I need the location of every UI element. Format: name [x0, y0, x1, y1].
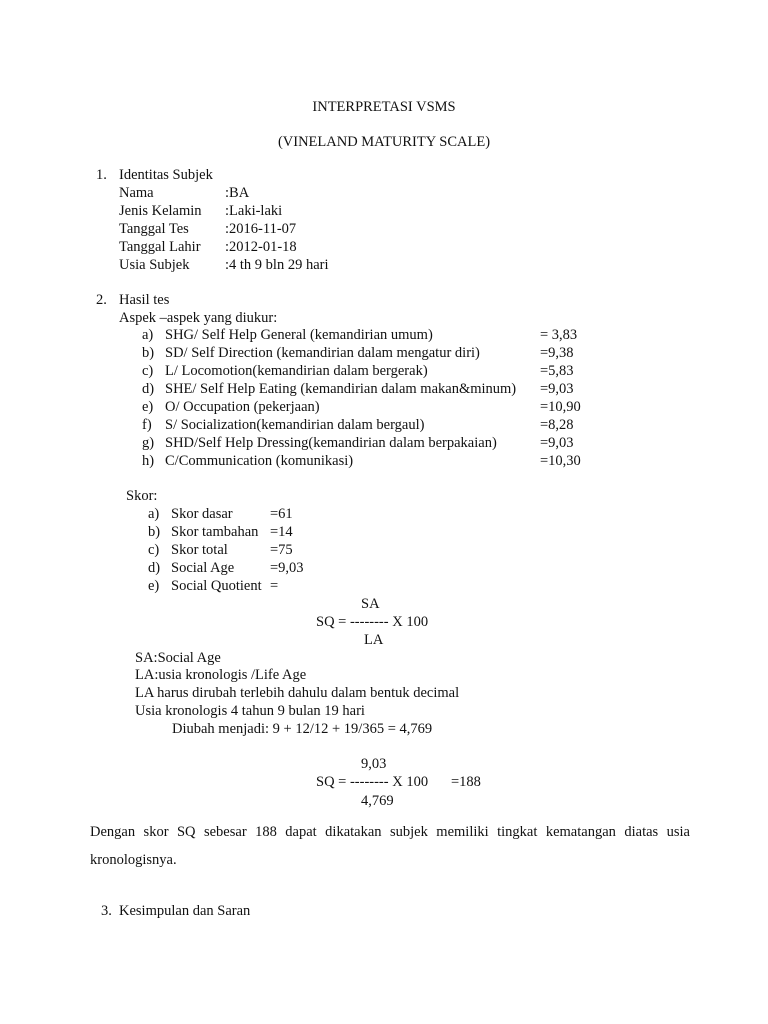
section-2-number: 2. — [96, 292, 107, 308]
formula2-denominator: 4,769 — [361, 793, 394, 809]
field-value: :BA — [225, 185, 250, 201]
aspect-letter: d) — [142, 381, 155, 397]
aspect-value: =8,28 — [540, 417, 574, 433]
skor-heading: Skor: — [126, 488, 158, 504]
aspect-letter: g) — [142, 435, 155, 451]
note-line: LA:usia kronologis /Life Age — [135, 667, 307, 683]
aspect-text: SHD/Self Help Dressing(kemandirian dalam berpakaian) — [165, 435, 497, 451]
aspect-letter: a) — [142, 327, 154, 343]
aspect-letter: h) — [142, 453, 155, 469]
aspect-value: =9,38 — [540, 345, 574, 361]
aspect-text: S/ Socialization(kemandirian dalam bergaul) — [165, 417, 425, 433]
formula2-line: SQ = -------- X 100 — [316, 774, 429, 790]
skor-letter: c) — [148, 542, 160, 558]
section-1-heading: Identitas Subjek — [119, 167, 213, 183]
formula1-denominator: LA — [364, 632, 384, 648]
aspect-value: =5,83 — [540, 363, 574, 379]
aspect-value: =9,03 — [540, 381, 574, 397]
aspect-letter: e) — [142, 399, 154, 415]
skor-letter: e) — [148, 578, 160, 594]
aspect-text: L/ Locomotion(kemandirian dalam bergerak) — [165, 363, 428, 379]
aspect-value: =10,90 — [540, 399, 581, 415]
skor-value: =61 — [270, 506, 293, 522]
note-line: Usia kronologis 4 tahun 9 bulan 19 hari — [135, 703, 365, 719]
skor-value: =75 — [270, 542, 293, 558]
document-title: INTERPRETASI VSMS — [312, 99, 456, 115]
skor-letter: b) — [148, 524, 161, 540]
skor-label: Social Quotient — [171, 578, 262, 594]
field-label: Nama — [119, 185, 154, 201]
section-3-heading: Kesimpulan dan Saran — [119, 903, 251, 919]
section-1-number: 1. — [96, 167, 107, 183]
skor-label: Skor total — [171, 542, 228, 558]
aspect-text: C/Communication (komunikasi) — [165, 453, 354, 469]
formula2-result: =188 — [451, 774, 481, 790]
field-value: :2016-11-07 — [225, 221, 297, 237]
aspect-text: SHE/ Self Help Eating (kemandirian dalam makan&minum) — [165, 381, 517, 397]
field-label: Usia Subjek — [119, 257, 190, 273]
field-value: :4 th 9 bln 29 hari — [225, 257, 329, 273]
conversion-line: Diubah menjadi: 9 + 12/12 + 19/365 = 4,769 — [172, 721, 433, 737]
aspect-text: SHG/ Self Help General (kemandirian umum) — [165, 327, 433, 343]
aspect-letter: f) — [142, 417, 152, 433]
aspect-letter: b) — [142, 345, 155, 361]
skor-value: =14 — [270, 524, 293, 540]
section-3-number: 3. — [101, 903, 112, 919]
skor-label: Skor dasar — [171, 506, 233, 522]
aspect-text: SD/ Self Direction (kemandirian dalam mengatur diri) — [165, 345, 480, 361]
aspect-text: O/ Occupation (pekerjaan) — [165, 399, 320, 415]
conclusion-paragraph: Dengan skor SQ sebesar 188 dapat dikatakan subjek memiliki tingkat kematangan diatas usia kronologisnya. — [90, 824, 690, 868]
aspect-value: =10,30 — [540, 453, 581, 469]
note-line: LA harus dirubah terlebih dahulu dalam bentuk decimal — [135, 685, 460, 701]
skor-value: =9,03 — [270, 560, 304, 576]
aspect-value: = 3,83 — [540, 327, 578, 343]
formula2-numerator: 9,03 — [361, 756, 387, 772]
aspects-heading: Aspek –aspek yang diukur: — [119, 310, 278, 326]
aspect-value: =9,03 — [540, 435, 574, 451]
field-label: Tanggal Tes — [119, 221, 189, 237]
field-label: Jenis Kelamin — [119, 203, 202, 219]
field-value: :Laki-laki — [225, 203, 283, 219]
section-2-heading: Hasil tes — [119, 292, 170, 308]
skor-letter: d) — [148, 560, 161, 576]
skor-label: Skor tambahan — [171, 524, 259, 540]
document-subtitle: (VINELAND MATURITY SCALE) — [277, 134, 491, 150]
formula1-line: SQ = -------- X 100 — [316, 614, 429, 630]
skor-letter: a) — [148, 506, 160, 522]
note-line: SA:Social Age — [135, 650, 221, 666]
field-label: Tanggal Lahir — [119, 239, 201, 255]
skor-label: Social Age — [171, 560, 235, 576]
formula1-numerator: SA — [361, 596, 380, 612]
aspect-letter: c) — [142, 363, 154, 379]
field-value: :2012-01-18 — [225, 239, 297, 255]
skor-value: = — [270, 578, 279, 594]
